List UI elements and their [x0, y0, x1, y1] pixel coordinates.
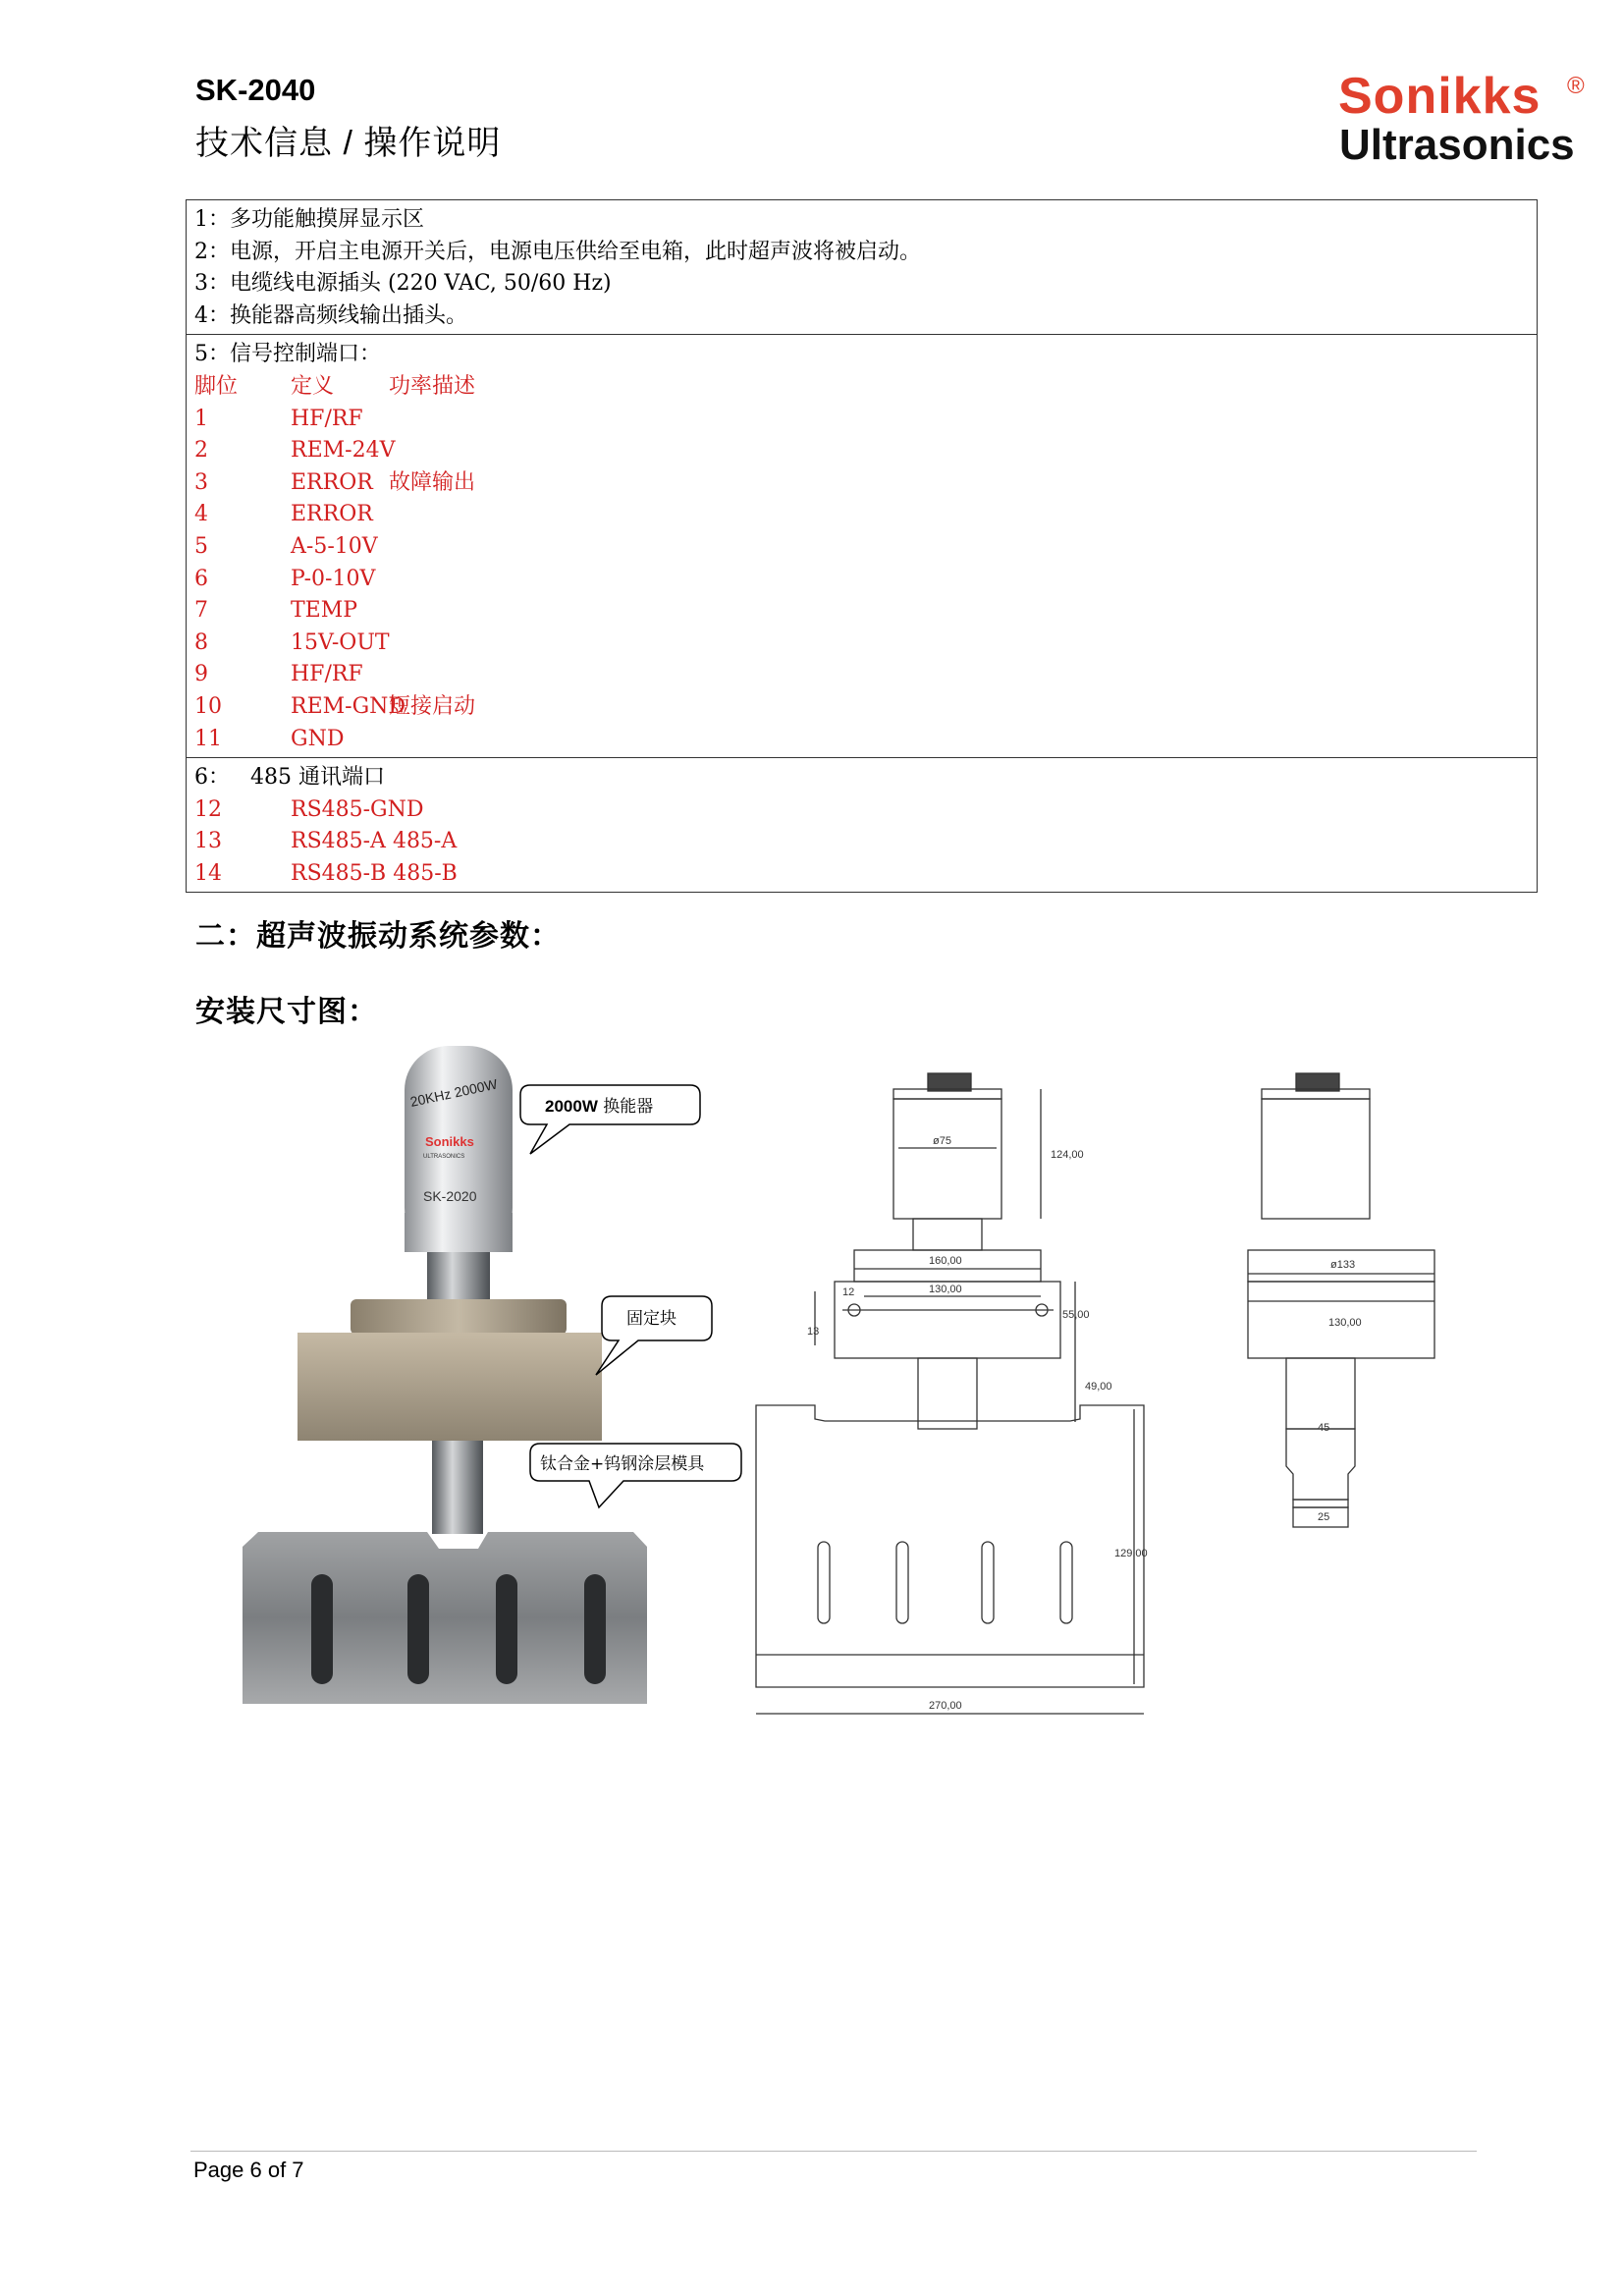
dim-diameter-75: ø75	[933, 1135, 951, 1147]
pin-row	[194, 531, 1537, 564]
transducer-brand: Sonikks	[425, 1134, 474, 1149]
table-section-general	[187, 200, 1537, 335]
side-dimension-drawing	[1242, 1066, 1468, 1704]
pin-definition: ERROR	[291, 469, 373, 495]
pin-definition: A-5-10V	[291, 533, 378, 559]
dim-130-side: 130,00	[1328, 1317, 1362, 1329]
dim-129: 129,00	[1114, 1548, 1148, 1559]
pin-number: 13	[194, 829, 222, 854]
rs485-port-rows	[194, 794, 1537, 891]
rs485-port-title	[194, 762, 1537, 794]
pin-definition: RS485-B 485-B	[291, 860, 458, 886]
pin-definition: GND	[291, 726, 345, 751]
signal-port-header	[194, 371, 1537, 404]
dim-13: 13	[807, 1326, 820, 1338]
pin-definition: REM-GND	[291, 693, 406, 719]
transducer-label: 20KHz 2000W	[408, 1075, 499, 1110]
pin-number: 4	[194, 502, 208, 527]
section-heading-vibration-system: 二：超声波振动系统参数：	[195, 920, 561, 953]
pin-definition: HF/RF	[291, 662, 363, 687]
port-table	[186, 199, 1538, 893]
transducer-brand-sub: ULTRASONICS	[423, 1154, 465, 1160]
dim-160: 160,00	[929, 1255, 962, 1267]
pin-row	[194, 435, 1537, 467]
footer-divider	[190, 2151, 1477, 2152]
table-section-signal-port	[187, 335, 1537, 758]
pin-definition: TEMP	[291, 598, 358, 624]
dim-270: 270,00	[929, 1700, 962, 1712]
pin-number: 12	[194, 796, 222, 822]
page-number: Page 6 of 7	[193, 2158, 304, 2182]
pin-number: 10	[194, 693, 222, 719]
logo-subbrand: Ultrasonics	[1339, 121, 1575, 169]
section-heading-install-dimensions: 安装尺寸图：	[195, 996, 378, 1028]
dim-124: 124,00	[1051, 1149, 1084, 1161]
header-pin: 脚位	[194, 373, 239, 399]
pin-definition: HF/RF	[291, 406, 363, 431]
signal-port-title: 5：信号控制端口：	[194, 342, 381, 367]
document-subtitle: 技术信息 / 操作说明	[195, 125, 502, 162]
pin-number: 7	[194, 598, 208, 624]
pin-definition: RS485-GND	[291, 796, 424, 822]
table-section-485-port	[187, 758, 1537, 892]
logo-brand: Sonikks	[1338, 68, 1542, 125]
dim-12: 12	[842, 1286, 855, 1298]
pin-row	[194, 499, 1537, 531]
pin-number: 9	[194, 662, 208, 687]
pin-definition: RS485-A 485-A	[291, 829, 458, 854]
dim-25: 25	[1318, 1511, 1330, 1523]
pin-row	[194, 794, 1537, 827]
front-dimension-drawing	[746, 1066, 1159, 1743]
rs485-title-num: 6	[194, 765, 208, 791]
pin-number: 1	[194, 406, 208, 431]
logo-registered-mark: ®	[1567, 73, 1585, 99]
pin-row	[194, 724, 1537, 756]
pin-row	[194, 858, 1537, 891]
dim-55: 55,00	[1062, 1309, 1090, 1321]
signal-port-rows	[194, 404, 1537, 756]
pin-definition: P-0-10V	[291, 566, 376, 591]
pin-row	[194, 691, 1537, 724]
pin-definition: ERROR	[291, 502, 373, 527]
pin-definition: REM-24V	[291, 438, 396, 464]
table-line: 2：电源，开启主电源开关后，电源电压供给至电箱，此时超声波将被启动。	[194, 239, 921, 264]
pin-number: 6	[194, 566, 208, 591]
pin-row	[194, 826, 1537, 858]
pin-number: 8	[194, 629, 208, 655]
pin-number: 3	[194, 469, 208, 495]
pin-row	[194, 564, 1537, 596]
dim-45: 45	[1318, 1422, 1330, 1434]
pin-row	[194, 404, 1537, 436]
pin-number: 11	[194, 726, 222, 751]
pin-row	[194, 467, 1537, 500]
table-line: 4：换能器高频线输出插头。	[194, 302, 467, 328]
dim-diameter-133: ø133	[1330, 1259, 1356, 1271]
pin-description: 故障输出	[389, 469, 476, 495]
transducer-model: SK-2020	[423, 1188, 477, 1204]
fixing-block	[298, 1333, 602, 1441]
header-desc: 功率描述	[389, 373, 476, 399]
document-model: SK-2040	[195, 73, 316, 107]
callout-horn: 钛合金+钨钢涂层模具	[540, 1454, 705, 1474]
table-line: 1：多功能触摸屏显示区	[194, 207, 424, 232]
pin-number: 5	[194, 533, 208, 559]
rs485-title-text: ： 485 通讯端口	[208, 765, 385, 791]
pin-number: 14	[194, 860, 222, 886]
dim-130: 130,00	[929, 1284, 962, 1295]
pin-description: 短接启动	[389, 693, 476, 719]
header-def: 定义	[291, 373, 335, 399]
product-photo	[231, 1036, 756, 1723]
dim-49: 49,00	[1085, 1381, 1112, 1393]
callout-fixing-block: 固定块	[626, 1309, 676, 1329]
pin-definition: 15V-OUT	[291, 629, 390, 655]
pin-row	[194, 628, 1537, 660]
pin-row	[194, 595, 1537, 628]
table-line: 3：电缆线电源插头 (220 VAC, 50/60 Hz)	[194, 271, 612, 297]
callout-transducer: 2000W 换能器	[545, 1097, 654, 1117]
pin-row	[194, 659, 1537, 691]
pin-number: 2	[194, 438, 208, 464]
